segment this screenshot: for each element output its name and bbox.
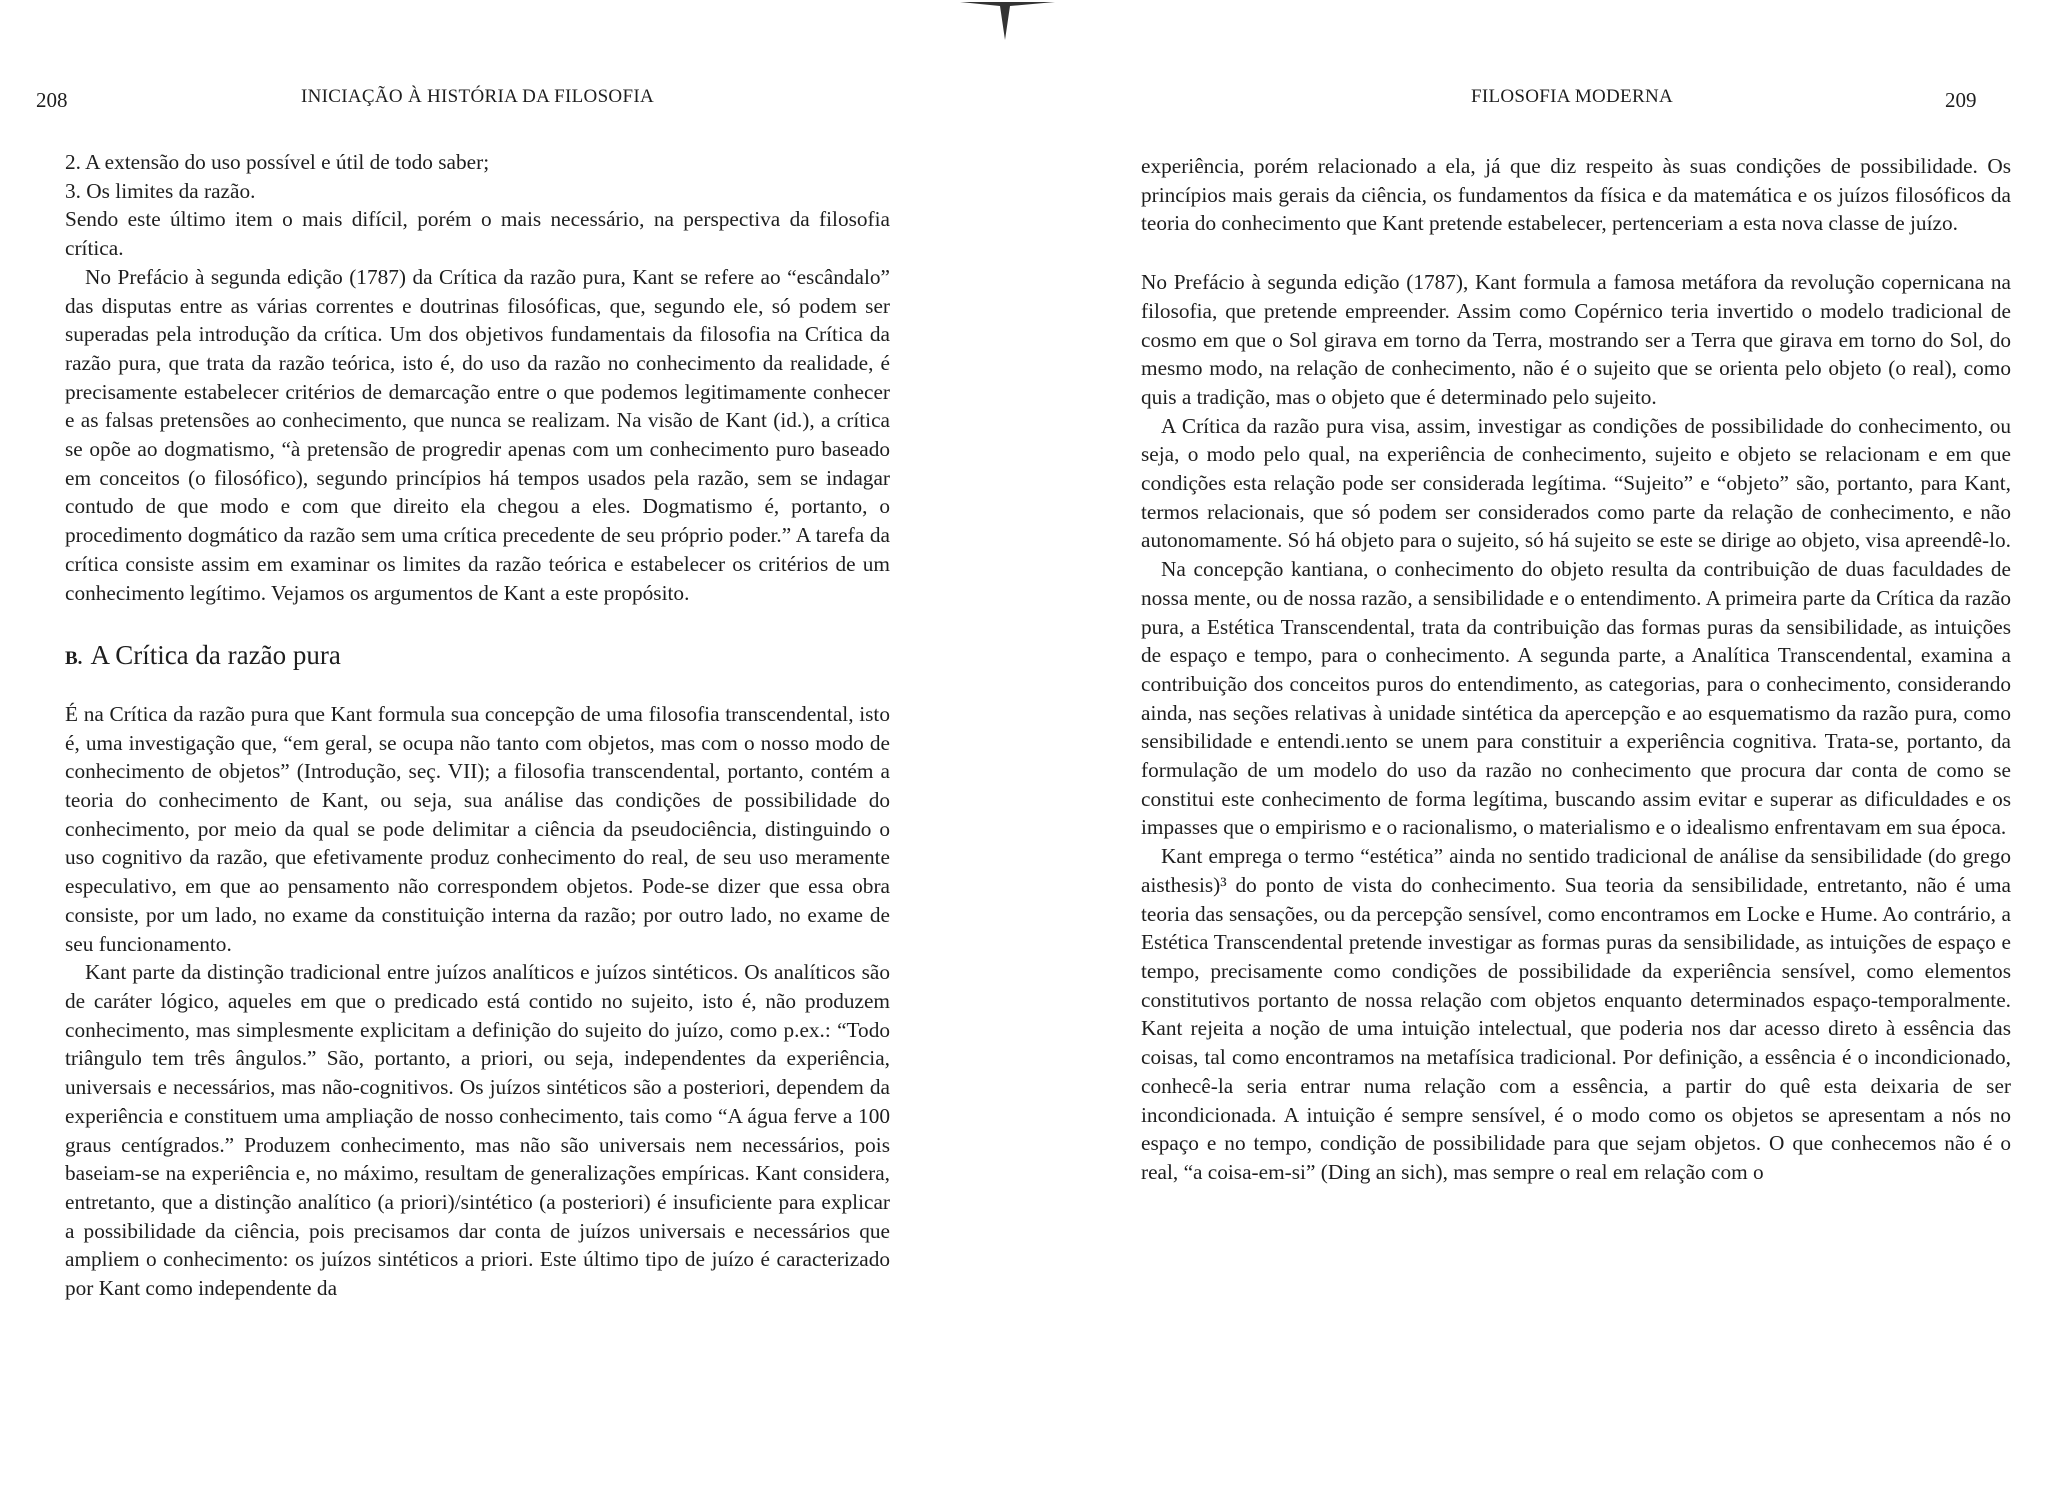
paragraph: No Prefácio à segunda edição (1787), Kant formula a famosa metáfora da revolução copernicana na filosofia, que pretende empreender. Assim como Copérnico teria invertido o modelo tradicional de cosmo em que o Sol girava em torno da Terra, mostrando ser a Terra que girava em torno do Sol, do mesmo modo, na relação de conhecimento, não é o sujeito que se orienta pelo objeto (o real), como quis a tradição, mas o objeto que é determinado pelo sujeito. [1141, 270, 2011, 409]
text-column [1141, 152, 2011, 1187]
page-number: 208 [36, 88, 68, 112]
page-number: 209 [1945, 88, 1977, 112]
paragraph: experiência, porém relacionado a ela, já que diz respeito às suas condições de possibilidade. Os princípios mais gerais da ciência, os fundamentos da física e da matemática e os juízos filosóficos da teoria do conhecimento que Kant pretende estabelecer, pertenceriam a esta nova classe de juízo. [1141, 154, 2011, 236]
text-column [65, 148, 890, 1303]
paragraph: Kant parte da distinção tradicional entre juízos analíticos e juízos sintéticos. Os analíticos são de caráter lógico, aqueles em que o predicado está contido no sujeito, isto é, não produzem conhecimento, mas simplesmente explicitam a definição do sujeito do juízo, como p.ex.: “Todo triângulo tem três ângulos.” São, portanto, a priori, ou seja, independentes da experiência, universais e necessários, mas não-cognitivos. Os juízos sintéticos são a posteriori, dependem da experiência e constituem uma ampliação de nosso conhecimento, tais como “A água ferve a 100 graus centígrados.” Produzem conhecimento, mas não são universais nem necessários, pois baseiam-se na experiência e, no máximo, resultam de generalizações empíricas. Kant considera, entretanto, que a distinção analítico (a priori)/sintético (a posteriori) é insuficiente para explicar a possibilidade da ciência, pois precisamos dar conta de juízos universais e necessários que ampliem o conhecimento: os juízos sintéticos a priori. Este último tipo de juízo é caracterizado por Kant como independente da [65, 960, 890, 1301]
section-heading [65, 641, 890, 674]
left-page [0, 0, 1000, 1491]
paragraph: É na Crítica da razão pura que Kant formula sua concepção de uma filosofia transcendental, isto é, uma investigação que, “em geral, se ocupa não tanto com objetos, mas com o nosso modo de conhecimento de objetos” (Introdução, seç. VII); a filosofia transcendental, portanto, contém a teoria do conhecimento de Kant, ou seja, sua análise das condições de possibilidade do conhecimento, por meio da qual se pode delimitar a ciência da pseudociência, distinguindo o uso cognitivo da razão, que efetivamente produz conhecimento do real, de seu uso meramente especulativo, em que ao pensamento não correspondem objetos. Pode-se dizer que essa obra consiste, por um lado, no exame da constituição interna da razão; por outro lado, no exame de seu funcionamento. [65, 701, 890, 956]
paragraph: 3. Os limites da razão. [65, 178, 256, 203]
paragraph: Sendo este último item o mais difícil, porém o mais necessário, na perspectiva da filosofia crítica. [65, 207, 890, 261]
paragraph: Na concepção kantiana, o conhecimento do objeto resulta da contribuição de duas faculdades de nossa mente, ou de nossa razão, a sensibilidade e o entendimento. A primeira parte da Crítica da razão pura, a Estética Transcendental, trata da contribuição das formas puras da sensibilidade, as intuições de espaço e tempo, para o conhecimento. A segunda parte, a Analítica Transcendental, examina a contribuição dos conceitos puros do entendimento, as categorias, para o conhecimento, considerando ainda, nas seções relativas à unidade sintética da apercepção e ao esquematismo da razão pura, como sensibilidade e entendi.ıento se unem para constituir a experiência cognitiva. Trata-se, portanto, da formulação de um modelo do uso da razão no conhecimento que procura dar conta de como se constitui este conhecimento de forma legítima, buscando assim evitar e superar as dificuldades e os impasses que o empirismo e o racionalismo, o materialismo e o idealismo enfrentavam em sua época. [1141, 557, 2011, 840]
right-page [1024, 0, 2048, 1491]
section-title: A Crítica da razão pura [90, 640, 341, 671]
paragraph: Kant emprega o termo “estética” ainda no sentido tradicional de análise da sensibilidade (do grego aisthesis)³ do ponto de vista do conhecimento. Sua teoria da sensibilidade, entretanto, não é uma teoria das sensações, ou da percepção sensível, como encontramos em Locke e Hume. Ao contrário, a Estética Transcendental pretende investigar as formas puras da sensibilidade, as intuições de espaço e tempo, precisamente como condições de possibilidade da experiência sensível, como elementos constitutivos portanto de nossa relação com objetos enquanto determinados espaço-temporalmente. Kant rejeita a noção de uma intuição intelectual, que poderia nos dar acesso direto à essência das coisas, tal como encontramos na metafísica tradicional. Por definição, a essência é o incondicionado, conhecê-la seria entrar numa relação com a essência, a partir do quê esta deixaria de ser incondicionada. A intuição é sempre sensível, é o modo como os objetos se apresentam a nós no espaço e no tempo, condição de possibilidade para que sejam objetos. O que conhecemos não é o real, “a coisa-em-si” (Ding an sich), mas sempre o real em relação com o [1141, 844, 2011, 1184]
paragraph: No Prefácio à segunda edição (1787) da Crítica da razão pura, Kant se refere ao “escândalo” das disputas entre as várias correntes e doutrinas filosóficas, que, segundo ele, só podem ser superadas pela introdução da crítica. Um dos objetivos fundamentais da filosofia na Crítica da razão pura, que trata da razão teórica, isto é, do uso da razão no conhecimento da realidade, é precisamente estabelecer critérios de demarcação entre o que podemos legitimamente conhecer e as falsas pretensões ao conhecimento, que nunca se realizam. Na visão de Kant (id.), a crítica se opõe ao dogmatismo, “à pretensão de progredir apenas com um conhecimento puro baseado em conceitos (o filosófico), segundo princípios há tempos usados pela razão, sem se indagar contudo de que modo e com que direito ela chegou a eles. Dogmatismo é, portanto, o procedimento dogmático da razão sem uma crítica precedente de seu próprio poder.” A tarefa da crítica consiste assim em examinar os limites da razão teórica e estabelecer os critérios de um conhecimento legítimo. Vejamos os argumentos de Kant a este propósito. [65, 264, 890, 605]
running-head: INICIAÇÃO À HISTÓRIA DA FILOSOFIA [301, 86, 654, 107]
paragraph: 2. A extensão do uso possível e útil de todo saber; [65, 150, 490, 174]
paragraph: A Crítica da razão pura visa, assim, investigar as condições de possibilidade do conhecimento, ou seja, o modo pelo qual, na experiência de conhecimento, sujeito e objeto se relacionam e em que condições esta relação pode ser considerada legítima. “Sujeito” e “objeto” são, portanto, para Kant, termos relacionais, que só podem ser considerados como parte da relação de conhecimento, e não autonomamente. Só há objeto para o sujeito, só há sujeito se este se dirige ao objeto, visa apreendê-lo. [1141, 413, 2011, 553]
running-head: FILOSOFIA MODERNA [1471, 86, 1673, 107]
section-letter: B. [65, 648, 83, 670]
